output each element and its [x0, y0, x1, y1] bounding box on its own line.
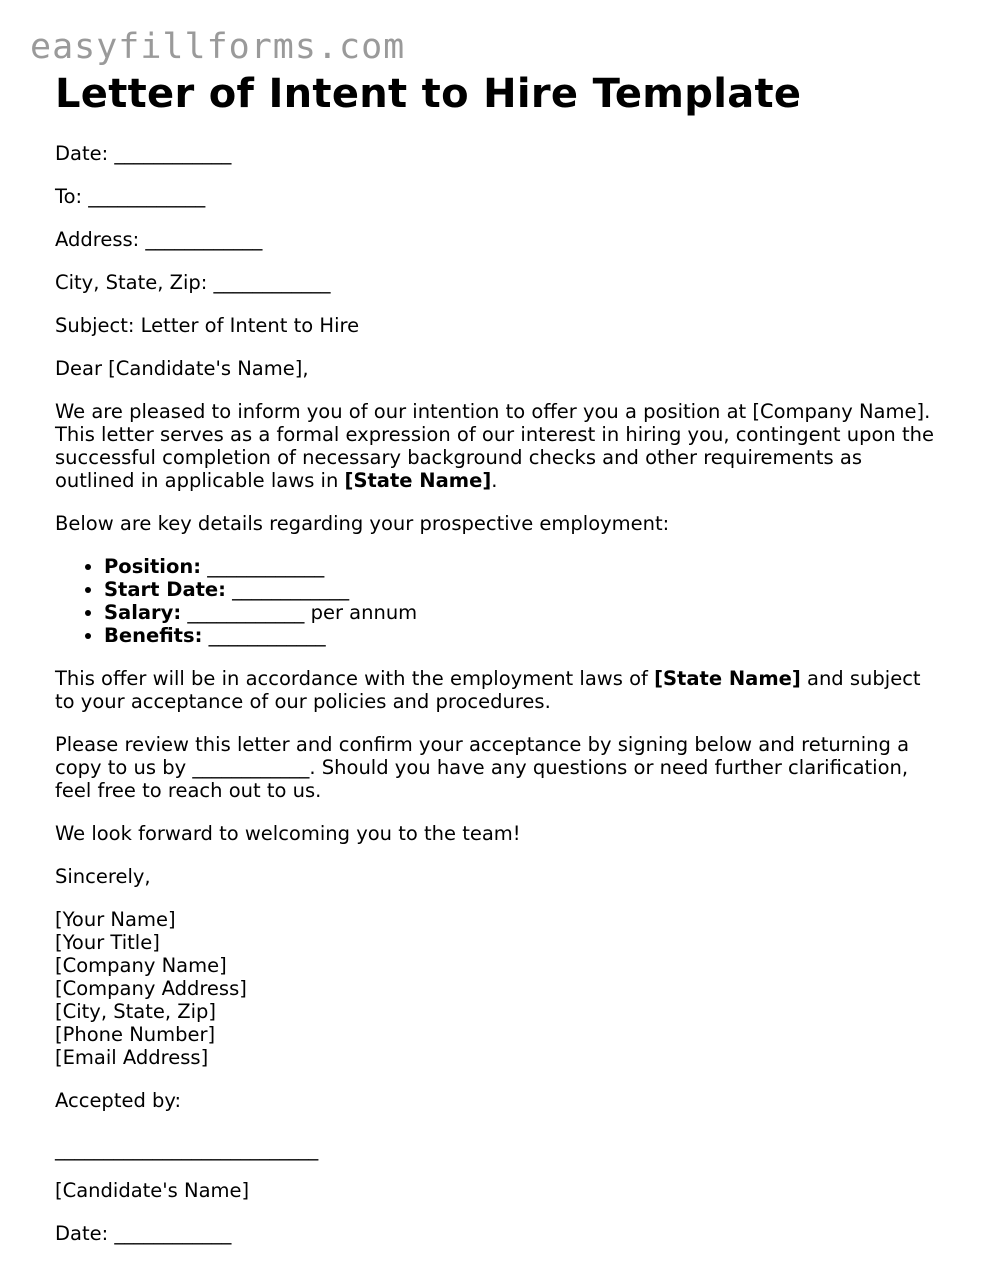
- page-title: Letter of Intent to Hire Template: [55, 71, 802, 117]
- intro-paragraph: [55, 400, 945, 492]
- closing-line: We look forward to welcoming you to the team!: [55, 822, 521, 845]
- address-field: Address: ____________: [55, 228, 263, 251]
- detail-benefits: [104, 624, 945, 647]
- subject-line: Subject: Letter of Intent to Hire: [55, 314, 360, 337]
- sender-company-address: [Company Address]: [55, 977, 247, 1000]
- salutation: Dear [Candidate's Name],: [55, 357, 309, 380]
- date-field: Date: ____________: [55, 142, 232, 165]
- accordance-state-name: [State Name]: [654, 667, 801, 690]
- letter-document: [55, 70, 945, 1265]
- detail-value: ____________ per annum: [181, 601, 418, 624]
- signature-line: ___________________________: [55, 1138, 319, 1161]
- accepted-by-label: Accepted by:: [55, 1089, 182, 1112]
- accordance-after: and subject to your acceptance of our policies and procedures.: [55, 667, 921, 713]
- detail-salary: [104, 601, 945, 624]
- intro-text: We are pleased to inform you of our intention to offer you a position at [Company Name]. This letter serves as a formal expression of our interest in hiring you, contingent upon the successful completion of necessary background checks and other requirements as outlined in applicable laws in: [55, 400, 934, 492]
- intro-end: .: [491, 469, 498, 492]
- sender-city-state-zip: [City, State, Zip]: [55, 1000, 216, 1023]
- detail-value: ____________: [202, 624, 326, 647]
- candidate-name: [Candidate's Name]: [55, 1179, 250, 1202]
- sender-email: [Email Address]: [55, 1046, 209, 1069]
- intro-state-name: [State Name]: [344, 469, 492, 492]
- sender-block: [55, 908, 945, 1069]
- detail-position: [104, 555, 945, 578]
- detail-label: Benefits:: [104, 624, 203, 647]
- detail-value: ____________: [225, 578, 350, 601]
- review-paragraph: Please review this letter and confirm your acceptance by signing below and returning a copy to us by ____________. Should you have any questions or need further clarification, feel free to reach out to us.: [55, 733, 910, 802]
- to-field: To: ____________: [55, 185, 206, 208]
- detail-label: Salary:: [104, 601, 182, 624]
- sign-off: Sincerely,: [55, 865, 151, 888]
- detail-start-date: [104, 578, 945, 601]
- detail-label: Start Date:: [104, 578, 226, 601]
- accordance-before: This offer will be in accordance with the employment laws of: [55, 667, 655, 690]
- details-list: [55, 555, 945, 647]
- accordance-paragraph: [55, 667, 945, 713]
- details-intro: Below are key details regarding your prospective employment:: [55, 512, 670, 535]
- detail-value: ____________: [201, 555, 325, 578]
- sender-title: [Your Title]: [55, 931, 160, 954]
- sender-company: [Company Name]: [55, 954, 227, 977]
- city-state-zip-field: City, State, Zip: ____________: [55, 271, 331, 294]
- detail-label: Position:: [104, 555, 202, 578]
- sender-name: [Your Name]: [55, 908, 176, 931]
- watermark: easyfillforms.com: [30, 27, 406, 67]
- sender-phone: [Phone Number]: [55, 1023, 216, 1046]
- final-date-field: Date: ____________: [55, 1222, 232, 1245]
